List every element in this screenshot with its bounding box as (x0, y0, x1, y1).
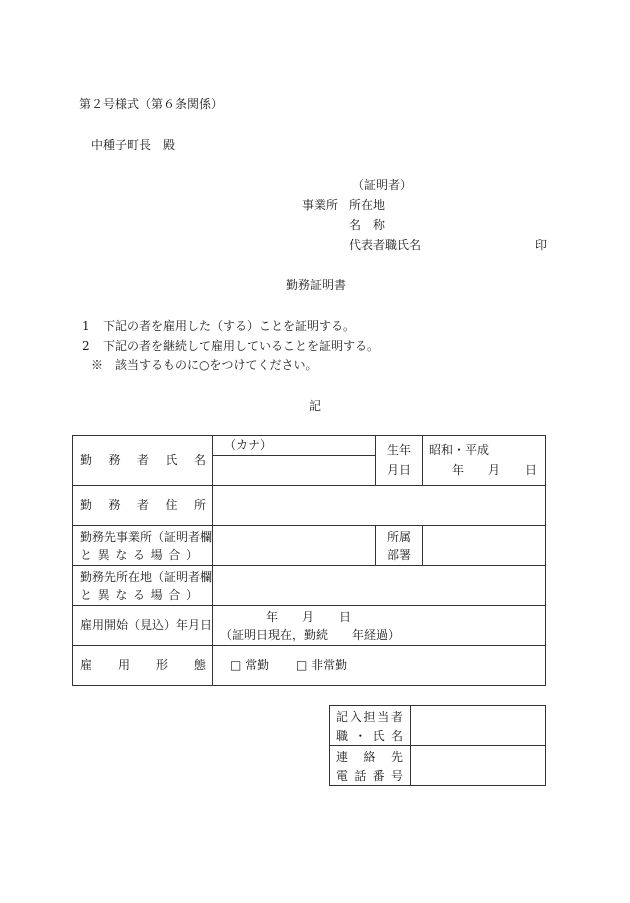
worker-name-field[interactable] (220, 467, 370, 481)
representative-label: 代表者職氏名 (349, 238, 422, 252)
writer-label-2: 職 ・ 氏 名 (336, 729, 403, 743)
employment-type-label: 雇 用 形 態 (80, 658, 206, 672)
ki-mark: 記 (309, 399, 322, 413)
form-number: 第２号様式（第６条関係） (79, 97, 224, 111)
name-label: 名 称 (349, 218, 386, 232)
start-day-unit: 日 (339, 610, 352, 624)
contact-label-2: 電 話 番 号 (336, 769, 403, 783)
dept-label-2: 部署 (387, 548, 412, 562)
option-2-text: 下記の者を継続して雇用していることを証明する。 (103, 339, 380, 353)
fulltime-checkbox[interactable]: □ 常勤 (230, 658, 270, 672)
start-note: （証明日現在，勤続 年経過） (220, 628, 401, 642)
workplace-label-1: 勤務先事業所（証明者欄 (80, 530, 213, 544)
document-title: 勤務証明書 (286, 278, 347, 292)
worker-address-field[interactable] (220, 498, 538, 512)
workplace-label-2: と 異 な る 場 合 ） (80, 548, 198, 562)
office-label: 事業所 (302, 198, 339, 212)
addressee: 中種子町長 殿 (91, 138, 176, 152)
certifier-heading: （証明者） (352, 178, 413, 192)
birth-label-1: 生年 (387, 443, 412, 457)
start-year-unit: 年 (266, 610, 279, 624)
birth-year-unit: 年 (452, 463, 465, 477)
workplace-address-field[interactable] (220, 578, 538, 592)
workplace-address-label-1: 勤務先所在地（証明者欄 (80, 570, 213, 584)
option-1-number: 1 (82, 319, 90, 333)
workplace-field[interactable] (220, 538, 370, 552)
writer-field[interactable] (418, 718, 538, 732)
birth-label-2: 月日 (387, 463, 412, 477)
option-1-text: 下記の者を雇用した（する）ことを証明する。 (103, 319, 356, 333)
birth-month-unit: 月 (488, 463, 501, 477)
option-2-number: 2 (82, 339, 90, 353)
dept-field[interactable] (430, 538, 540, 552)
worker-address-label: 勤 務 者 住 所 (80, 498, 206, 512)
writer-label-1: 記 入 担 当 者 (336, 710, 403, 724)
era-options[interactable]: 昭和・平成 (429, 443, 490, 457)
contact-label-1: 連 絡 先 (336, 750, 403, 764)
birth-day-unit: 日 (525, 463, 538, 477)
address-label: 所在地 (349, 198, 386, 212)
kana-label: （カナ） (224, 438, 273, 452)
contact-field[interactable] (418, 758, 538, 772)
seal-mark: 印 (535, 238, 548, 252)
workplace-address-label-2: と 異 な る 場 合 ） (80, 588, 198, 602)
note: ※ 該当するものに○をつけてください。 (91, 358, 318, 372)
start-month-unit: 月 (302, 610, 315, 624)
start-date-label: 雇用開始（見込）年月日 (80, 618, 213, 632)
dept-label-1: 所属 (387, 530, 412, 544)
parttime-checkbox[interactable]: □ 非常勤 (296, 658, 348, 672)
worker-name-label: 勤 務 者 氏 名 (80, 453, 206, 467)
